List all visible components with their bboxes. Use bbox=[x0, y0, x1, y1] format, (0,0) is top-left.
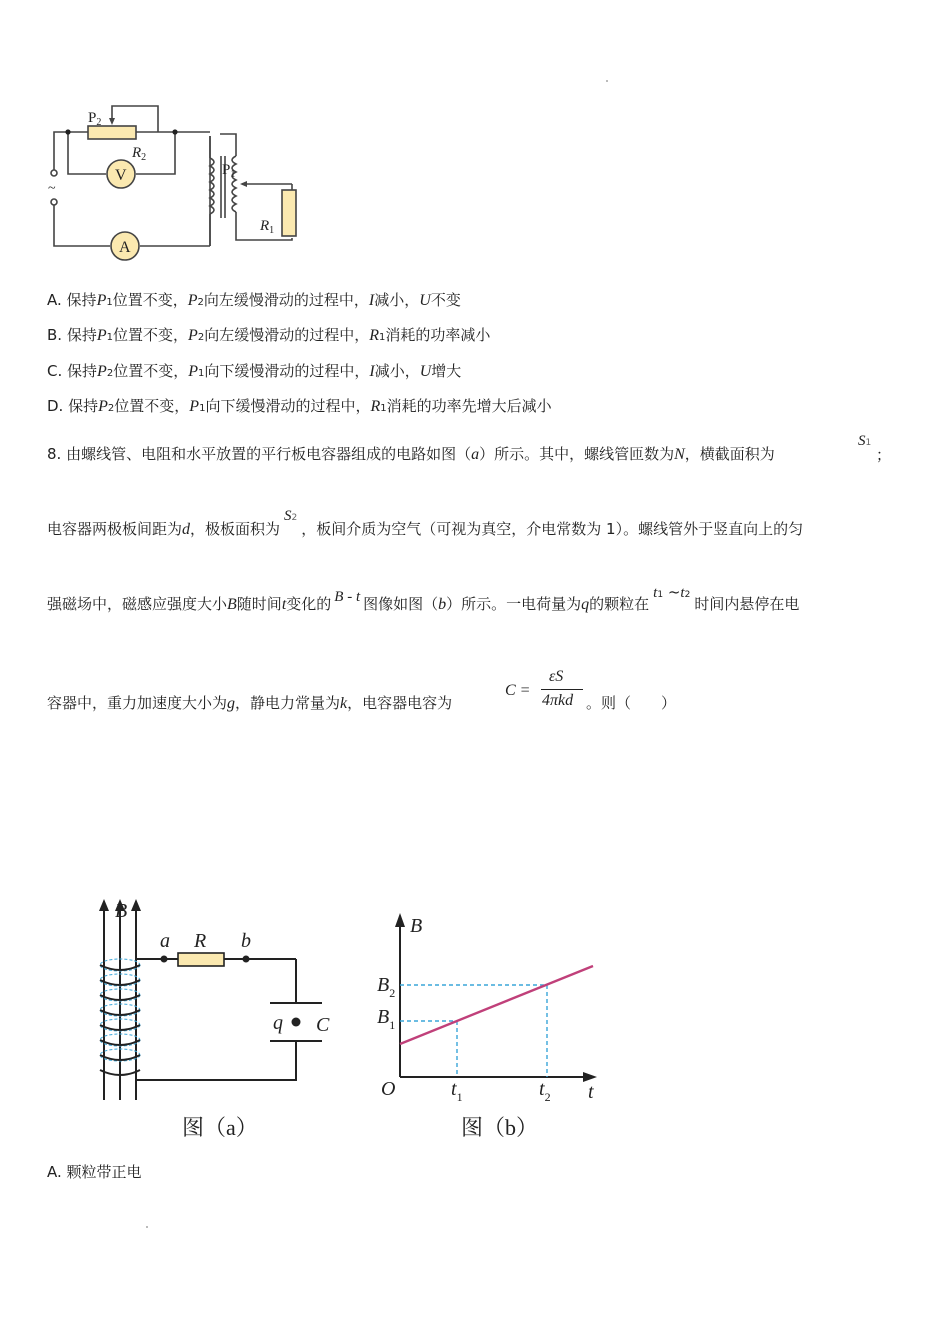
dashed-guides bbox=[400, 985, 547, 1077]
q8-line-4: 容器中，重力加速度大小为g，静电力常量为k，电容器电容为 bbox=[47, 694, 453, 712]
option-a[interactable]: A. 保持P1位置不变，P2向左缓慢滑动的过程中，I减小，U不变 bbox=[47, 291, 461, 309]
q8-end: 。则（ ） bbox=[586, 694, 677, 712]
tick-label-B1: $B_1$ bbox=[377, 1006, 396, 1032]
label-r2: $R_2$ bbox=[132, 145, 147, 163]
label-B-field: B bbox=[115, 900, 128, 922]
origin-label: O bbox=[381, 1078, 396, 1100]
voltmeter-label: V bbox=[115, 167, 127, 184]
fraction-bar bbox=[541, 689, 583, 690]
b-t-line bbox=[400, 966, 593, 1044]
caption-figure-a: 图（a） bbox=[182, 1115, 258, 1140]
stray-dot bbox=[606, 80, 608, 82]
axis-label-B: B bbox=[410, 915, 423, 937]
stray-dot bbox=[146, 1226, 148, 1228]
label-a: a bbox=[160, 930, 170, 952]
q8-line-1: 8. 由螺线管、电阻和水平放置的平行板电容器组成的电路如图（a）所示。其中，螺线管匝数为N，横截面积为 bbox=[47, 445, 775, 463]
label-r1: $R_1$ bbox=[260, 218, 275, 236]
symbol-s1: S1 bbox=[858, 433, 872, 449]
figure-a-solenoid-circuit bbox=[90, 895, 350, 1150]
label-p1: $P_1$ bbox=[222, 162, 236, 180]
q8-option-a[interactable]: A. 颗粒带正电 bbox=[47, 1163, 142, 1181]
figure-b-b-t-graph bbox=[375, 905, 615, 1150]
semicolon: ； bbox=[876, 446, 892, 464]
axis-label-t: t bbox=[588, 1081, 594, 1103]
transformer-circuit-diagram bbox=[40, 100, 310, 270]
option-b[interactable]: B. 保持P1位置不变，P2向左缓慢滑动的过程中，R1消耗的功率减小 bbox=[47, 326, 491, 344]
symbol-s2: S2 bbox=[284, 508, 298, 524]
tick-label-t1: $t_1$ bbox=[451, 1078, 463, 1104]
q8-line-3: 强磁场中，磁感应强度大小B随时间t变化的 B - t 图像如图（b）所示。一电荷量为q的颗粒在t1 ~t2 时间内悬停在电 bbox=[47, 583, 800, 613]
tick-label-t2: $t_2$ bbox=[539, 1078, 551, 1104]
label-R: R bbox=[194, 930, 207, 952]
caption-figure-b: 图（b） bbox=[461, 1115, 539, 1140]
label-b: b bbox=[241, 930, 251, 952]
option-d[interactable]: D. 保持P2位置不变，P1向下缓慢滑动的过程中，R1消耗的功率先增大后减小 bbox=[47, 397, 552, 415]
tick-label-B2: $B_2$ bbox=[377, 974, 396, 1000]
label-q: q bbox=[273, 1012, 283, 1034]
label-C: C bbox=[316, 1014, 330, 1036]
q8-line-2: 电容器两极板间距为d，极板面积为S2，板间介质为空气（可视为真空，介电常数为 1）。螺线管外于竖直向上的匀 bbox=[47, 508, 804, 538]
time-interval: t1 ~t2 bbox=[653, 583, 691, 601]
capacitance-formula: C = εS 4πkd bbox=[505, 668, 590, 718]
label-p2: $P_2$ bbox=[88, 110, 102, 128]
option-c[interactable]: C. 保持P2位置不变，P1向下缓慢滑动的过程中，I减小，U增大 bbox=[47, 362, 462, 380]
ac-source-symbol: ~ bbox=[48, 181, 56, 196]
ammeter-label: A bbox=[119, 239, 131, 256]
